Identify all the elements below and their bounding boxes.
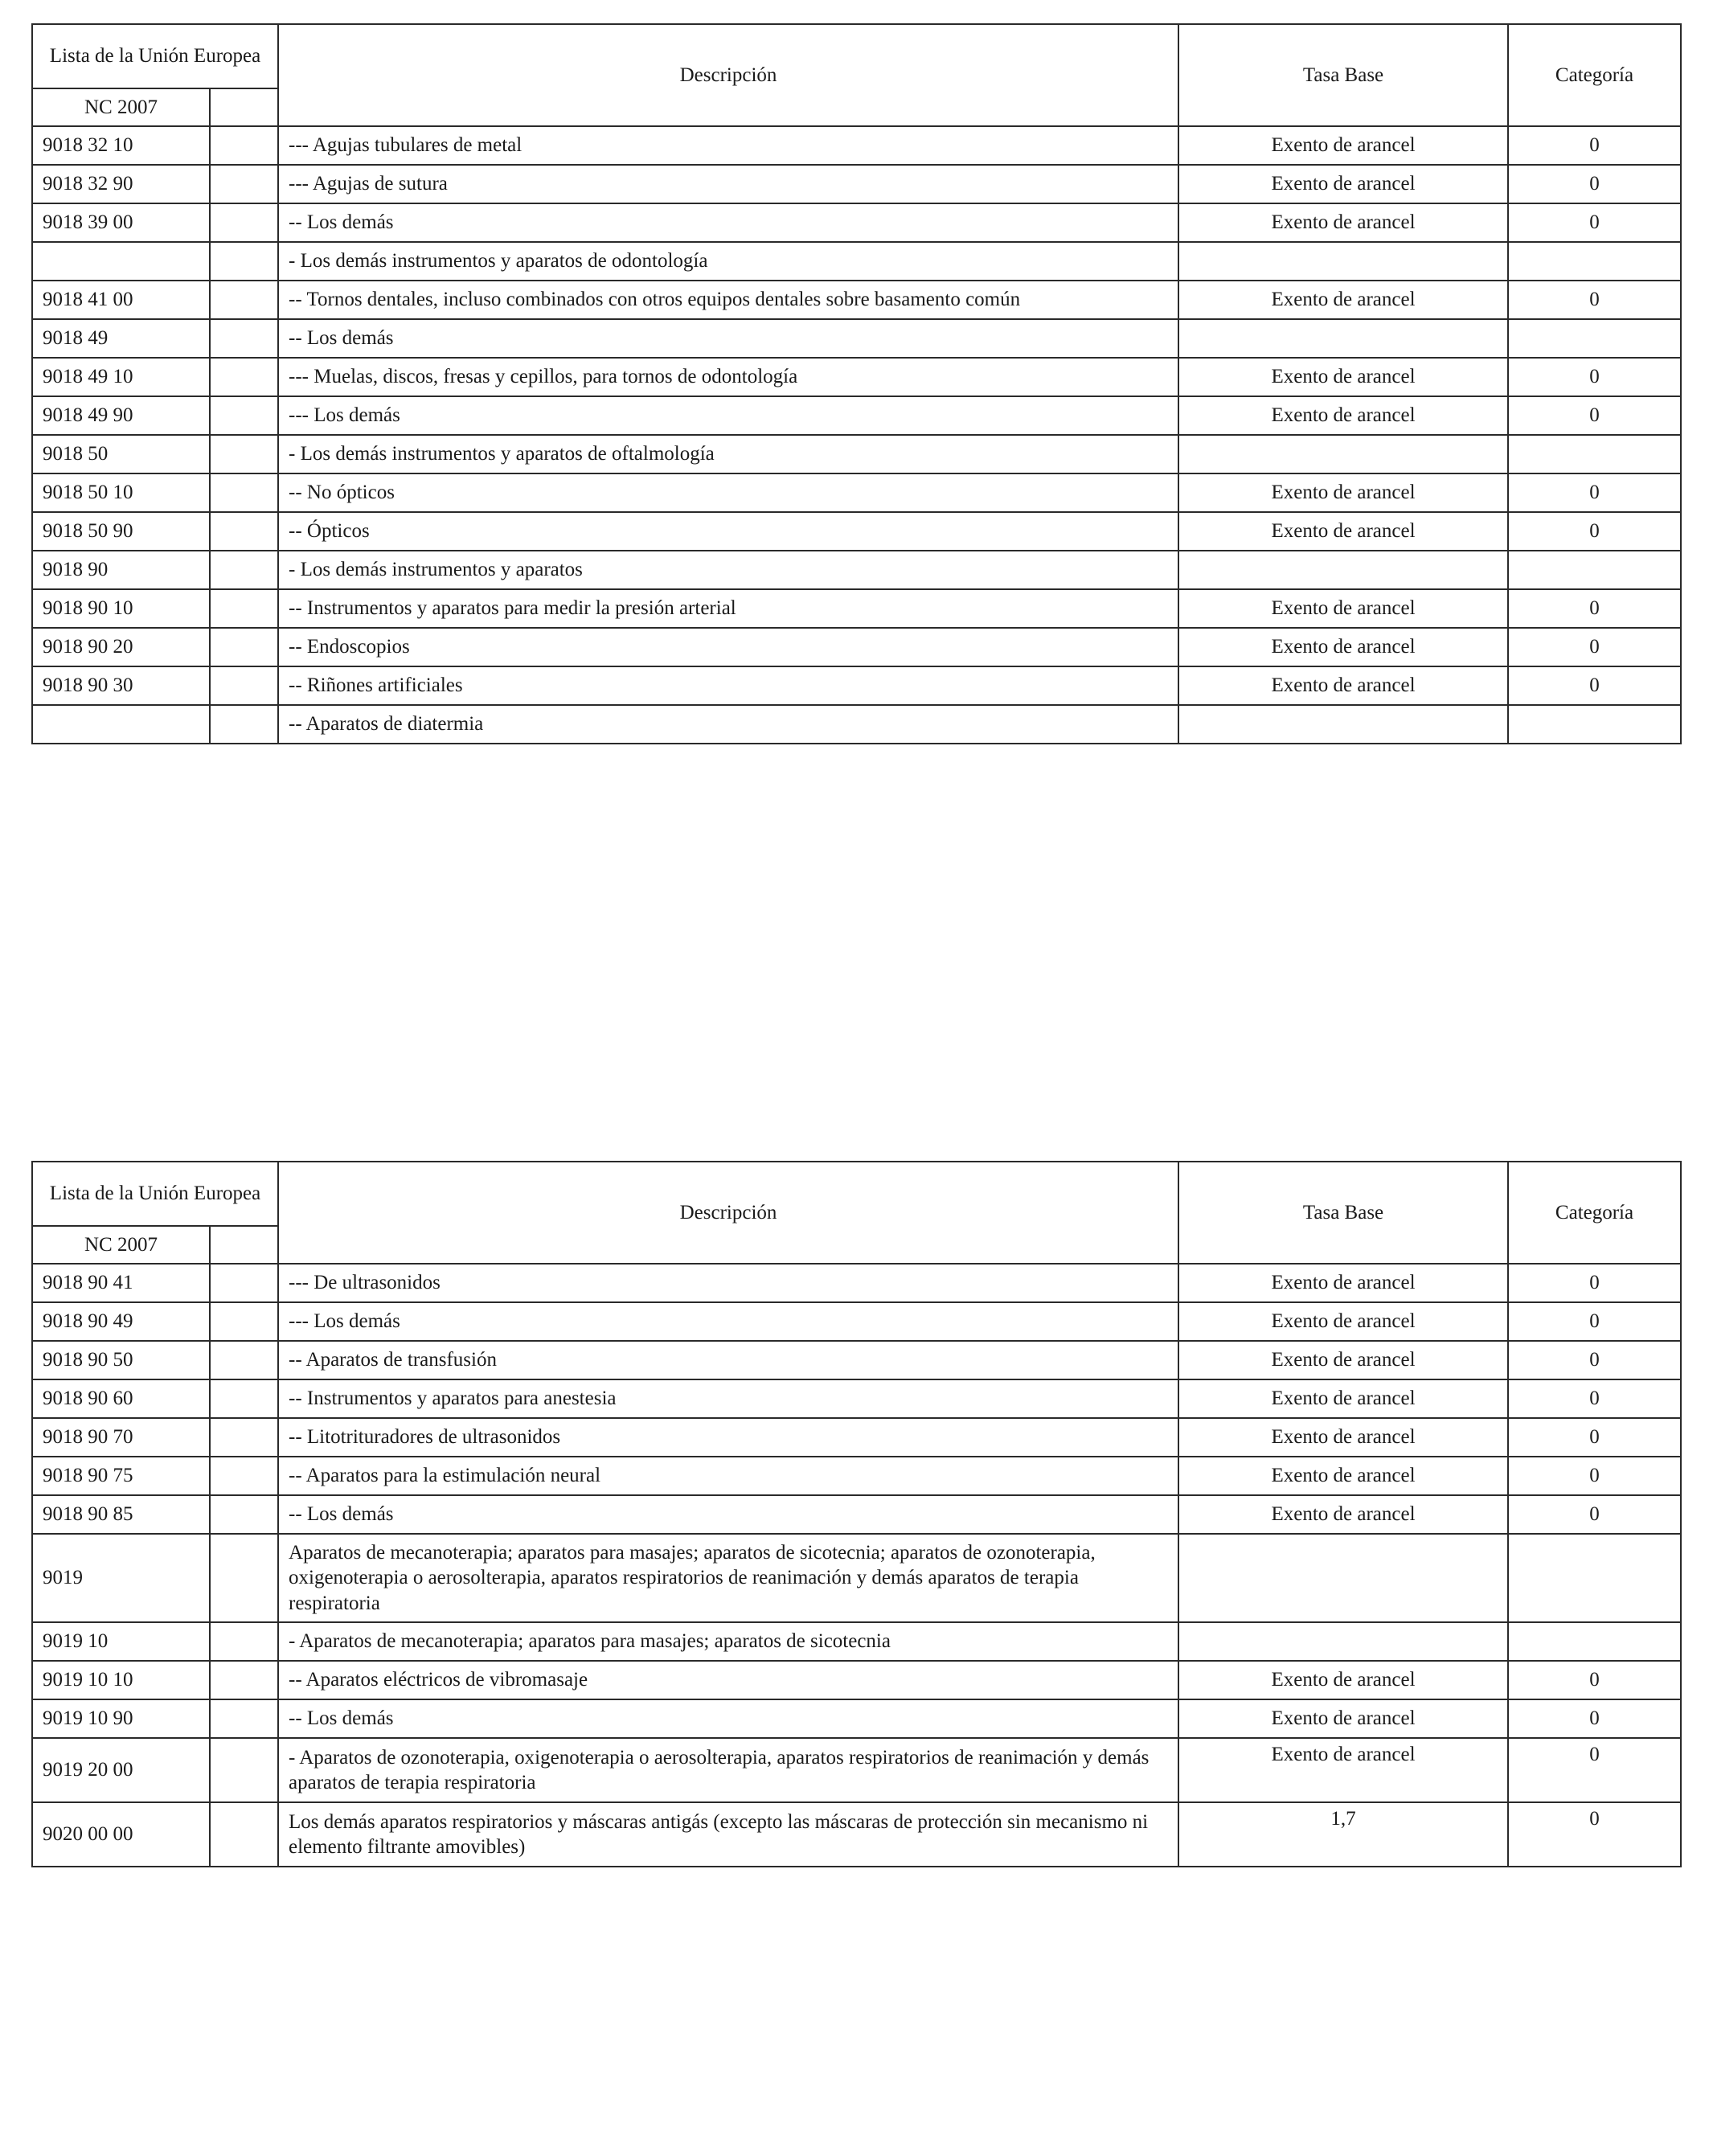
category-header: Categoría xyxy=(1508,1162,1681,1264)
code-cell: 9018 90 49 xyxy=(32,1302,210,1341)
description-cell: -- Endoscopios xyxy=(278,628,1178,666)
description-cell: -- Los demás xyxy=(278,203,1178,242)
code-cell: 9018 49 xyxy=(32,319,210,358)
empty-cell xyxy=(210,1302,278,1341)
table-row xyxy=(32,1302,1681,1341)
description-cell: - Los demás instrumentos y aparatos xyxy=(278,551,1178,589)
empty-cell xyxy=(210,1418,278,1457)
code-cell: 9018 90 10 xyxy=(32,589,210,628)
code-cell: 9018 32 90 xyxy=(32,165,210,203)
empty-cell xyxy=(210,1264,278,1302)
category-header: Categoría xyxy=(1508,24,1681,126)
category-cell: 0 xyxy=(1508,1264,1681,1302)
category-cell: 0 xyxy=(1508,1738,1681,1802)
code-cell: 9018 90 70 xyxy=(32,1418,210,1457)
code-cell: 9018 50 10 xyxy=(32,473,210,512)
nc-header: NC 2007 xyxy=(32,1226,210,1264)
description-cell: --- Agujas tubulares de metal xyxy=(278,126,1178,165)
empty-cell xyxy=(210,628,278,666)
empty-cell xyxy=(210,165,278,203)
table-row xyxy=(32,319,1681,358)
description-cell: -- Los demás xyxy=(278,319,1178,358)
table-row xyxy=(32,396,1681,435)
category-cell: 0 xyxy=(1508,281,1681,319)
category-cell: 0 xyxy=(1508,126,1681,165)
empty-cell xyxy=(210,589,278,628)
table-row xyxy=(32,1699,1681,1738)
description-cell: - Aparatos de mecanoterapia; aparatos para masajes; aparatos de sicotecnia xyxy=(278,1622,1178,1661)
empty-cell xyxy=(210,1699,278,1738)
table-row xyxy=(32,1622,1681,1661)
description-cell: - Los demás instrumentos y aparatos de odontología xyxy=(278,242,1178,281)
empty-cell xyxy=(210,242,278,281)
category-cell xyxy=(1508,1622,1681,1661)
empty-cell xyxy=(210,512,278,551)
rate-cell: Exento de arancel xyxy=(1178,512,1508,551)
empty-cell xyxy=(210,473,278,512)
category-cell: 0 xyxy=(1508,358,1681,396)
table-row xyxy=(32,126,1681,165)
code-cell: 9018 90 20 xyxy=(32,628,210,666)
category-cell xyxy=(1508,1534,1681,1622)
base-rate-header: Tasa Base xyxy=(1178,24,1508,126)
rate-cell: Exento de arancel xyxy=(1178,473,1508,512)
code-cell: 9018 90 30 xyxy=(32,666,210,705)
table-row xyxy=(32,589,1681,628)
header-row xyxy=(32,1162,1681,1226)
category-cell: 0 xyxy=(1508,1379,1681,1418)
rate-cell: Exento de arancel xyxy=(1178,1341,1508,1379)
description-cell: - Los demás instrumentos y aparatos de oftalmología xyxy=(278,435,1178,473)
category-cell: 0 xyxy=(1508,1302,1681,1341)
rate-cell: Exento de arancel xyxy=(1178,1738,1508,1802)
rate-cell: Exento de arancel xyxy=(1178,1457,1508,1495)
category-cell: 0 xyxy=(1508,1341,1681,1379)
rate-cell: Exento de arancel xyxy=(1178,203,1508,242)
description-cell: Aparatos de mecanoterapia; aparatos para masajes; aparatos de sicotecnia; aparatos de ozonoterapia, oxigenoterapia o aerosolterapia, aparatos respiratorios de reanimación y demás aparatos de terapia respiratoria xyxy=(278,1534,1178,1622)
code-cell: 9018 90 85 xyxy=(32,1495,210,1534)
empty-cell xyxy=(210,281,278,319)
description-cell: -- Los demás xyxy=(278,1495,1178,1534)
category-cell: 0 xyxy=(1508,396,1681,435)
empty-cell xyxy=(210,1457,278,1495)
empty-cell xyxy=(210,1802,278,1867)
description-cell: -- Aparatos de diatermia xyxy=(278,705,1178,744)
description-cell: -- Ópticos xyxy=(278,512,1178,551)
category-cell xyxy=(1508,319,1681,358)
code-cell: 9018 90 50 xyxy=(32,1341,210,1379)
empty-cell xyxy=(210,1534,278,1622)
code-cell: 9019 20 00 xyxy=(32,1738,210,1802)
code-cell: 9018 49 10 xyxy=(32,358,210,396)
table-row xyxy=(32,705,1681,744)
description-cell: -- Los demás xyxy=(278,1699,1178,1738)
empty-cell xyxy=(210,551,278,589)
rate-cell: Exento de arancel xyxy=(1178,126,1508,165)
description-cell: --- Los demás xyxy=(278,1302,1178,1341)
category-cell: 0 xyxy=(1508,203,1681,242)
code-cell: 9018 90 xyxy=(32,551,210,589)
table-row xyxy=(32,628,1681,666)
description-header: Descripción xyxy=(278,24,1178,126)
code-cell: 9019 10 10 xyxy=(32,1661,210,1699)
list-header: Lista de la Unión Europea xyxy=(32,24,278,88)
rate-cell: Exento de arancel xyxy=(1178,1264,1508,1302)
empty-cell xyxy=(210,1341,278,1379)
empty-cell xyxy=(210,705,278,744)
empty-cell xyxy=(210,319,278,358)
description-cell: -- Tornos dentales, incluso combinados con otros equipos dentales sobre basamento común xyxy=(278,281,1178,319)
rate-cell xyxy=(1178,435,1508,473)
table-row xyxy=(32,358,1681,396)
rate-cell: Exento de arancel xyxy=(1178,1418,1508,1457)
empty-cell xyxy=(210,396,278,435)
table-row xyxy=(32,1264,1681,1302)
description-cell: Los demás aparatos respiratorios y máscaras antigás (excepto las máscaras de protección sin mecanismo ni elemento filtrante amovibles) xyxy=(278,1802,1178,1867)
empty-cell xyxy=(210,203,278,242)
rate-cell: Exento de arancel xyxy=(1178,666,1508,705)
table-row xyxy=(32,435,1681,473)
empty-cell xyxy=(210,1379,278,1418)
rate-cell: Exento de arancel xyxy=(1178,1495,1508,1534)
category-cell: 0 xyxy=(1508,1802,1681,1867)
table-row xyxy=(32,1661,1681,1699)
code-cell: 9018 41 00 xyxy=(32,281,210,319)
code-cell xyxy=(32,242,210,281)
empty-header-cell xyxy=(210,1226,278,1264)
empty-cell xyxy=(210,126,278,165)
empty-cell xyxy=(210,1495,278,1534)
empty-cell xyxy=(210,1661,278,1699)
code-cell: 9018 49 90 xyxy=(32,396,210,435)
code-cell: 9018 50 xyxy=(32,435,210,473)
category-cell: 0 xyxy=(1508,1495,1681,1534)
rate-cell: Exento de arancel xyxy=(1178,1379,1508,1418)
rate-cell: Exento de arancel xyxy=(1178,1302,1508,1341)
rate-cell xyxy=(1178,551,1508,589)
description-cell: -- No ópticos xyxy=(278,473,1178,512)
table-row xyxy=(32,1534,1681,1622)
category-cell xyxy=(1508,551,1681,589)
description-cell: --- Agujas de sutura xyxy=(278,165,1178,203)
header-row xyxy=(32,24,1681,88)
rate-cell: Exento de arancel xyxy=(1178,628,1508,666)
table-row xyxy=(32,512,1681,551)
empty-cell xyxy=(210,1738,278,1802)
table-row xyxy=(32,666,1681,705)
code-cell xyxy=(32,705,210,744)
rate-cell: Exento de arancel xyxy=(1178,396,1508,435)
category-cell xyxy=(1508,705,1681,744)
category-cell: 0 xyxy=(1508,589,1681,628)
rate-cell: Exento de arancel xyxy=(1178,1699,1508,1738)
rate-cell: Exento de arancel xyxy=(1178,165,1508,203)
category-cell xyxy=(1508,242,1681,281)
code-cell: 9018 90 75 xyxy=(32,1457,210,1495)
rate-cell: 1,7 xyxy=(1178,1802,1508,1867)
description-cell: --- Los demás xyxy=(278,396,1178,435)
description-cell: -- Instrumentos y aparatos para medir la presión arterial xyxy=(278,589,1178,628)
rate-cell xyxy=(1178,705,1508,744)
category-cell: 0 xyxy=(1508,512,1681,551)
code-cell: 9019 xyxy=(32,1534,210,1622)
rate-cell xyxy=(1178,1534,1508,1622)
rate-cell: Exento de arancel xyxy=(1178,589,1508,628)
base-rate-header: Tasa Base xyxy=(1178,1162,1508,1264)
table-row xyxy=(32,1802,1681,1867)
code-cell: 9018 50 90 xyxy=(32,512,210,551)
code-cell: 9018 32 10 xyxy=(32,126,210,165)
description-header: Descripción xyxy=(278,1162,1178,1264)
category-cell: 0 xyxy=(1508,1661,1681,1699)
description-cell: -- Litotrituradores de ultrasonidos xyxy=(278,1418,1178,1457)
table-row xyxy=(32,203,1681,242)
code-cell: 9018 90 60 xyxy=(32,1379,210,1418)
rate-cell xyxy=(1178,319,1508,358)
empty-cell xyxy=(210,358,278,396)
category-cell: 0 xyxy=(1508,666,1681,705)
table-row xyxy=(32,1738,1681,1802)
table-row xyxy=(32,551,1681,589)
table-row xyxy=(32,1379,1681,1418)
category-cell: 0 xyxy=(1508,1418,1681,1457)
table-row xyxy=(32,242,1681,281)
table-row xyxy=(32,1418,1681,1457)
category-cell: 0 xyxy=(1508,628,1681,666)
table-row xyxy=(32,473,1681,512)
table-row xyxy=(32,165,1681,203)
code-cell: 9019 10 90 xyxy=(32,1699,210,1738)
tariff-table-1 xyxy=(31,23,1682,744)
category-cell: 0 xyxy=(1508,1699,1681,1738)
table-row xyxy=(32,281,1681,319)
rate-cell: Exento de arancel xyxy=(1178,281,1508,319)
tariff-table-2 xyxy=(31,1161,1682,1867)
description-cell: -- Aparatos de transfusión xyxy=(278,1341,1178,1379)
table-row xyxy=(32,1341,1681,1379)
rate-cell: Exento de arancel xyxy=(1178,1661,1508,1699)
description-cell: - Aparatos de ozonoterapia, oxigenoterapia o aerosolterapia, aparatos respiratorios de reanimación y demás aparatos de terapia respiratoria xyxy=(278,1738,1178,1802)
category-cell: 0 xyxy=(1508,165,1681,203)
category-cell: 0 xyxy=(1508,473,1681,512)
empty-header-cell xyxy=(210,88,278,126)
rate-cell xyxy=(1178,242,1508,281)
nc-header: NC 2007 xyxy=(32,88,210,126)
description-cell: -- Aparatos para la estimulación neural xyxy=(278,1457,1178,1495)
code-cell: 9019 10 xyxy=(32,1622,210,1661)
description-cell: --- De ultrasonidos xyxy=(278,1264,1178,1302)
category-cell: 0 xyxy=(1508,1457,1681,1495)
description-cell: -- Instrumentos y aparatos para anestesia xyxy=(278,1379,1178,1418)
empty-cell xyxy=(210,666,278,705)
description-cell: --- Muelas, discos, fresas y cepillos, para tornos de odontología xyxy=(278,358,1178,396)
category-cell xyxy=(1508,435,1681,473)
rate-cell xyxy=(1178,1622,1508,1661)
table-row xyxy=(32,1495,1681,1534)
empty-cell xyxy=(210,1622,278,1661)
code-cell: 9018 90 41 xyxy=(32,1264,210,1302)
list-header: Lista de la Unión Europea xyxy=(32,1162,278,1226)
code-cell: 9018 39 00 xyxy=(32,203,210,242)
description-cell: -- Riñones artificiales xyxy=(278,666,1178,705)
description-cell: -- Aparatos eléctricos de vibromasaje xyxy=(278,1661,1178,1699)
empty-cell xyxy=(210,435,278,473)
code-cell: 9020 00 00 xyxy=(32,1802,210,1867)
table-row xyxy=(32,1457,1681,1495)
rate-cell: Exento de arancel xyxy=(1178,358,1508,396)
